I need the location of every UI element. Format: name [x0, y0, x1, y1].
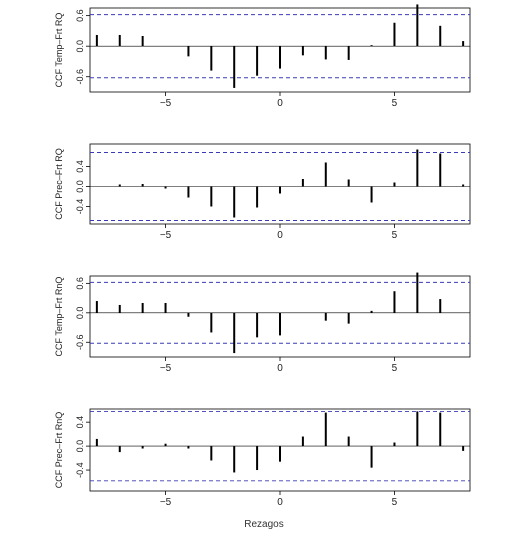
plot-frame: [90, 144, 470, 224]
y-axis-title: CCF Prec–Frt RnQ: [54, 411, 64, 489]
x-tick-label: 5: [391, 497, 398, 508]
y-tick-label: -0.4: [75, 198, 85, 215]
y-tick-label: 0.6: [75, 9, 85, 22]
y-tick-label: 0.0: [75, 306, 85, 320]
x-axis-title: Rezagos: [244, 519, 284, 530]
y-axis-title: CCF Temp–Frt RnQ: [54, 276, 64, 357]
ccf-panel-1: [54, 4, 470, 109]
x-tick-label: −5: [159, 98, 172, 109]
x-tick-label: 0: [277, 363, 283, 374]
y-axis-title: CCF Prec–Frt RQ: [54, 148, 64, 220]
y-tick-label: 0.0: [75, 439, 85, 453]
y-tick-label: 0.4: [75, 160, 85, 173]
x-tick-label: 0: [277, 98, 283, 109]
x-tick-label: 5: [391, 363, 398, 374]
y-tick-label: 0.4: [75, 415, 85, 429]
ccf-panel-2: [54, 144, 470, 241]
x-tick-label: 0: [277, 230, 283, 241]
ccf-panel-3: [54, 273, 470, 374]
x-tick-label: 0: [277, 497, 283, 508]
y-tick-label: 0.0: [75, 39, 85, 53]
ccf-panel-4: [54, 409, 470, 508]
y-tick-label: 0.0: [75, 180, 85, 193]
x-tick-label: −5: [159, 363, 172, 374]
y-axis-title: CCF Temp–Frt RQ: [54, 12, 64, 88]
y-tick-label: -0.6: [75, 334, 85, 351]
x-tick-label: 5: [391, 98, 398, 109]
y-tick-label: -0.6: [75, 68, 85, 85]
x-tick-label: −5: [159, 230, 172, 241]
y-tick-label: 0.6: [75, 277, 85, 290]
x-tick-label: 5: [391, 230, 398, 241]
y-tick-label: -0.4: [75, 462, 85, 478]
x-tick-label: −5: [159, 497, 172, 508]
